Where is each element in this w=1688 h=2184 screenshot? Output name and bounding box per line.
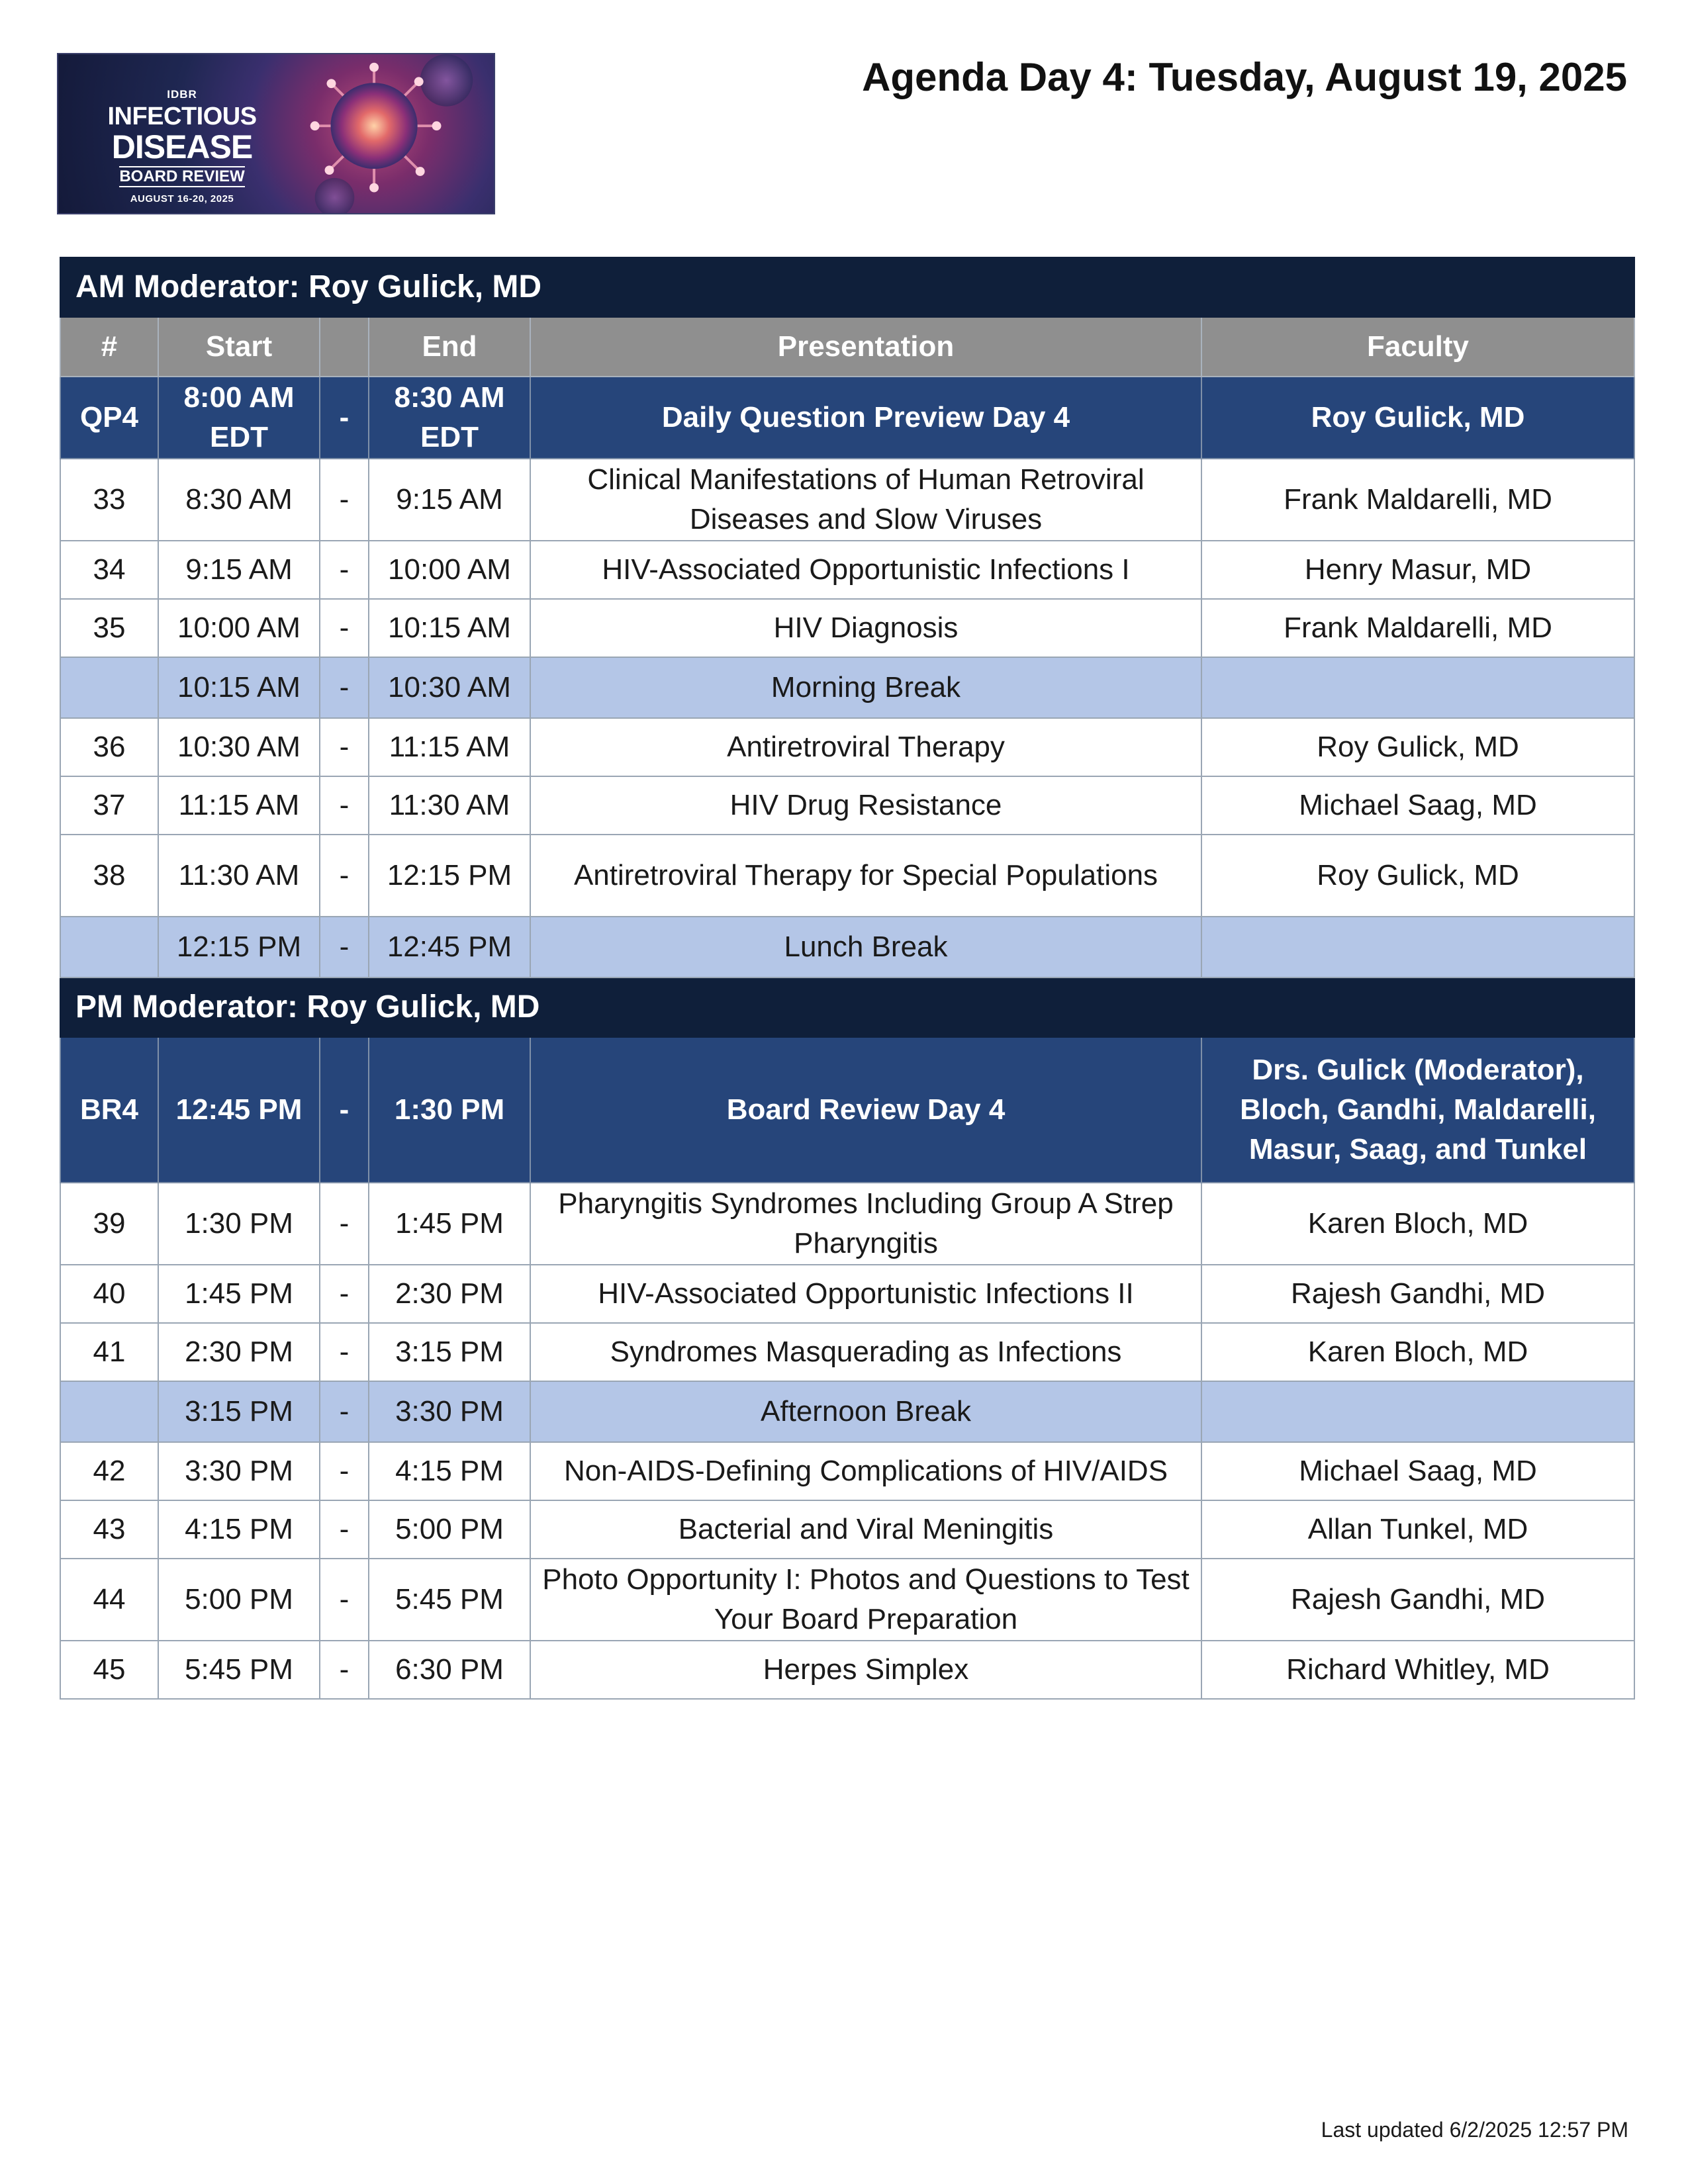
logo-line-5: AUGUST 16-20, 2025	[130, 193, 234, 205]
faculty-name: Allan Tunkel, MD	[1201, 1500, 1634, 1559]
end-time: 1:30 PM	[369, 1037, 530, 1183]
col-header-dash	[320, 317, 369, 377]
session-number: 39	[60, 1183, 158, 1265]
end-time: 6:30 PM	[369, 1641, 530, 1699]
session-row	[60, 1183, 1634, 1265]
last-updated: Last updated 6/2/2025 12:57 PM	[1321, 2118, 1628, 2142]
logo-line-4: BOARD REVIEW	[119, 166, 244, 187]
faculty-name	[1201, 917, 1634, 978]
presentation-title: HIV-Associated Opportunistic Infections I	[530, 541, 1201, 599]
faculty-name: Henry Masur, MD	[1201, 541, 1634, 599]
page-title: Agenda Day 4: Tuesday, August 19, 2025	[862, 55, 1627, 99]
time-dash: -	[320, 1183, 369, 1265]
faculty-name: Frank Maldarelli, MD	[1201, 459, 1634, 541]
time-dash: -	[320, 1323, 369, 1381]
end-time: 5:00 PM	[369, 1500, 530, 1559]
col-header-end: End	[369, 317, 530, 377]
end-time: 10:00 AM	[369, 541, 530, 599]
faculty-name: Drs. Gulick (Moderator), Bloch, Gandhi, Maldarelli, Masur, Saag, and Tunkel	[1201, 1037, 1634, 1183]
agenda-table	[60, 257, 1635, 1700]
session-number: QP4	[60, 377, 158, 459]
time-dash: -	[320, 1265, 369, 1323]
end-time: 1:45 PM	[369, 1183, 530, 1265]
session-number: 38	[60, 835, 158, 917]
start-time: 5:45 PM	[158, 1641, 320, 1699]
presentation-title: Board Review Day 4	[530, 1037, 1201, 1183]
faculty-name: Roy Gulick, MD	[1201, 377, 1634, 459]
presentation-title: Afternoon Break	[530, 1381, 1201, 1442]
presentation-title: Pharyngitis Syndromes Including Group A Strep Pharyngitis	[530, 1183, 1201, 1265]
faculty-name	[1201, 657, 1634, 718]
column-header-row	[60, 317, 1634, 377]
session-number: 42	[60, 1442, 158, 1500]
end-time: 12:45 PM	[369, 917, 530, 978]
session-number: BR4	[60, 1037, 158, 1183]
presentation-title: Morning Break	[530, 657, 1201, 718]
col-header-number: #	[60, 317, 158, 377]
faculty-name: Rajesh Gandhi, MD	[1201, 1265, 1634, 1323]
faculty-name: Roy Gulick, MD	[1201, 835, 1634, 917]
end-time: 3:15 PM	[369, 1323, 530, 1381]
time-dash: -	[320, 1641, 369, 1699]
presentation-title: Antiretroviral Therapy for Special Populations	[530, 835, 1201, 917]
pm-moderator-row	[60, 978, 1634, 1037]
presentation-title: Bacterial and Viral Meningitis	[530, 1500, 1201, 1559]
faculty-name: Rajesh Gandhi, MD	[1201, 1559, 1634, 1641]
session-number	[60, 1381, 158, 1442]
end-time: 11:30 AM	[369, 776, 530, 835]
session-row	[60, 599, 1634, 657]
end-time: 2:30 PM	[369, 1265, 530, 1323]
event-logo	[57, 53, 495, 214]
start-time: 10:30 AM	[158, 718, 320, 776]
break-row	[60, 917, 1634, 978]
start-time: 10:15 AM	[158, 657, 320, 718]
time-dash: -	[320, 459, 369, 541]
session-row	[60, 1265, 1634, 1323]
am-moderator: AM Moderator: Roy Gulick, MD	[60, 257, 1634, 317]
presentation-title: Daily Question Preview Day 4	[530, 377, 1201, 459]
presentation-title: HIV-Associated Opportunistic Infections II	[530, 1265, 1201, 1323]
end-time: 9:15 AM	[369, 459, 530, 541]
col-header-presentation: Presentation	[530, 317, 1201, 377]
am-moderator-row	[60, 257, 1634, 317]
question-preview-row	[60, 377, 1634, 459]
start-time: 11:30 AM	[158, 835, 320, 917]
session-number: 34	[60, 541, 158, 599]
presentation-title: Photo Opportunity I: Photos and Questions to Test Your Board Preparation	[530, 1559, 1201, 1641]
session-number: 33	[60, 459, 158, 541]
logo-line-2: INFECTIOUS	[107, 103, 257, 130]
start-time: 10:00 AM	[158, 599, 320, 657]
start-time: 1:30 PM	[158, 1183, 320, 1265]
col-header-faculty: Faculty	[1201, 317, 1634, 377]
presentation-title: HIV Diagnosis	[530, 599, 1201, 657]
session-number	[60, 657, 158, 718]
start-time: 3:15 PM	[158, 1381, 320, 1442]
presentation-title: Herpes Simplex	[530, 1641, 1201, 1699]
session-number: 36	[60, 718, 158, 776]
agenda-body	[60, 257, 1634, 1699]
faculty-name: Michael Saag, MD	[1201, 776, 1634, 835]
faculty-name	[1201, 1381, 1634, 1442]
end-time: 5:45 PM	[369, 1559, 530, 1641]
presentation-title: Antiretroviral Therapy	[530, 718, 1201, 776]
session-row	[60, 776, 1634, 835]
start-time: 1:45 PM	[158, 1265, 320, 1323]
session-number: 37	[60, 776, 158, 835]
time-dash: -	[320, 835, 369, 917]
presentation-title: HIV Drug Resistance	[530, 776, 1201, 835]
end-time: 10:15 AM	[369, 599, 530, 657]
time-dash: -	[320, 541, 369, 599]
end-time: 3:30 PM	[369, 1381, 530, 1442]
start-time: 12:15 PM	[158, 917, 320, 978]
logo-line-3: DISEASE	[111, 128, 253, 165]
end-time: 4:15 PM	[369, 1442, 530, 1500]
start-time: 8:00 AM EDT	[158, 377, 320, 459]
logo-wordmark	[73, 89, 291, 204]
col-header-start: Start	[158, 317, 320, 377]
session-row	[60, 1323, 1634, 1381]
time-dash: -	[320, 1037, 369, 1183]
start-time: 12:45 PM	[158, 1037, 320, 1183]
presentation-title: Non-AIDS-Defining Complications of HIV/AIDS	[530, 1442, 1201, 1500]
session-row	[60, 1500, 1634, 1559]
session-row	[60, 718, 1634, 776]
end-time: 12:15 PM	[369, 835, 530, 917]
session-row	[60, 459, 1634, 541]
session-row	[60, 1559, 1634, 1641]
session-number: 40	[60, 1265, 158, 1323]
start-time: 5:00 PM	[158, 1559, 320, 1641]
session-row	[60, 541, 1634, 599]
start-time: 2:30 PM	[158, 1323, 320, 1381]
faculty-name: Roy Gulick, MD	[1201, 718, 1634, 776]
time-dash: -	[320, 1381, 369, 1442]
time-dash: -	[320, 776, 369, 835]
time-dash: -	[320, 377, 369, 459]
session-number	[60, 917, 158, 978]
time-dash: -	[320, 718, 369, 776]
session-number: 43	[60, 1500, 158, 1559]
logo-line-1: IDBR	[167, 88, 197, 101]
session-number: 35	[60, 599, 158, 657]
time-dash: -	[320, 1500, 369, 1559]
faculty-name: Karen Bloch, MD	[1201, 1183, 1634, 1265]
start-time: 9:15 AM	[158, 541, 320, 599]
session-row	[60, 835, 1634, 917]
session-number: 41	[60, 1323, 158, 1381]
board-review-row	[60, 1037, 1634, 1183]
session-number: 44	[60, 1559, 158, 1641]
faculty-name: Michael Saag, MD	[1201, 1442, 1634, 1500]
pm-moderator: PM Moderator: Roy Gulick, MD	[60, 978, 1634, 1037]
presentation-title: Syndromes Masquerading as Infections	[530, 1323, 1201, 1381]
start-time: 11:15 AM	[158, 776, 320, 835]
session-row	[60, 1442, 1634, 1500]
session-number: 45	[60, 1641, 158, 1699]
presentation-title: Lunch Break	[530, 917, 1201, 978]
start-time: 3:30 PM	[158, 1442, 320, 1500]
end-time: 11:15 AM	[369, 718, 530, 776]
time-dash: -	[320, 657, 369, 718]
faculty-name: Karen Bloch, MD	[1201, 1323, 1634, 1381]
time-dash: -	[320, 1559, 369, 1641]
faculty-name: Richard Whitley, MD	[1201, 1641, 1634, 1699]
end-time: 10:30 AM	[369, 657, 530, 718]
presentation-title: Clinical Manifestations of Human Retroviral Diseases and Slow Viruses	[530, 459, 1201, 541]
start-time: 8:30 AM	[158, 459, 320, 541]
start-time: 4:15 PM	[158, 1500, 320, 1559]
time-dash: -	[320, 917, 369, 978]
break-row	[60, 657, 1634, 718]
time-dash: -	[320, 599, 369, 657]
break-row	[60, 1381, 1634, 1442]
session-row	[60, 1641, 1634, 1699]
end-time: 8:30 AM EDT	[369, 377, 530, 459]
faculty-name: Frank Maldarelli, MD	[1201, 599, 1634, 657]
time-dash: -	[320, 1442, 369, 1500]
